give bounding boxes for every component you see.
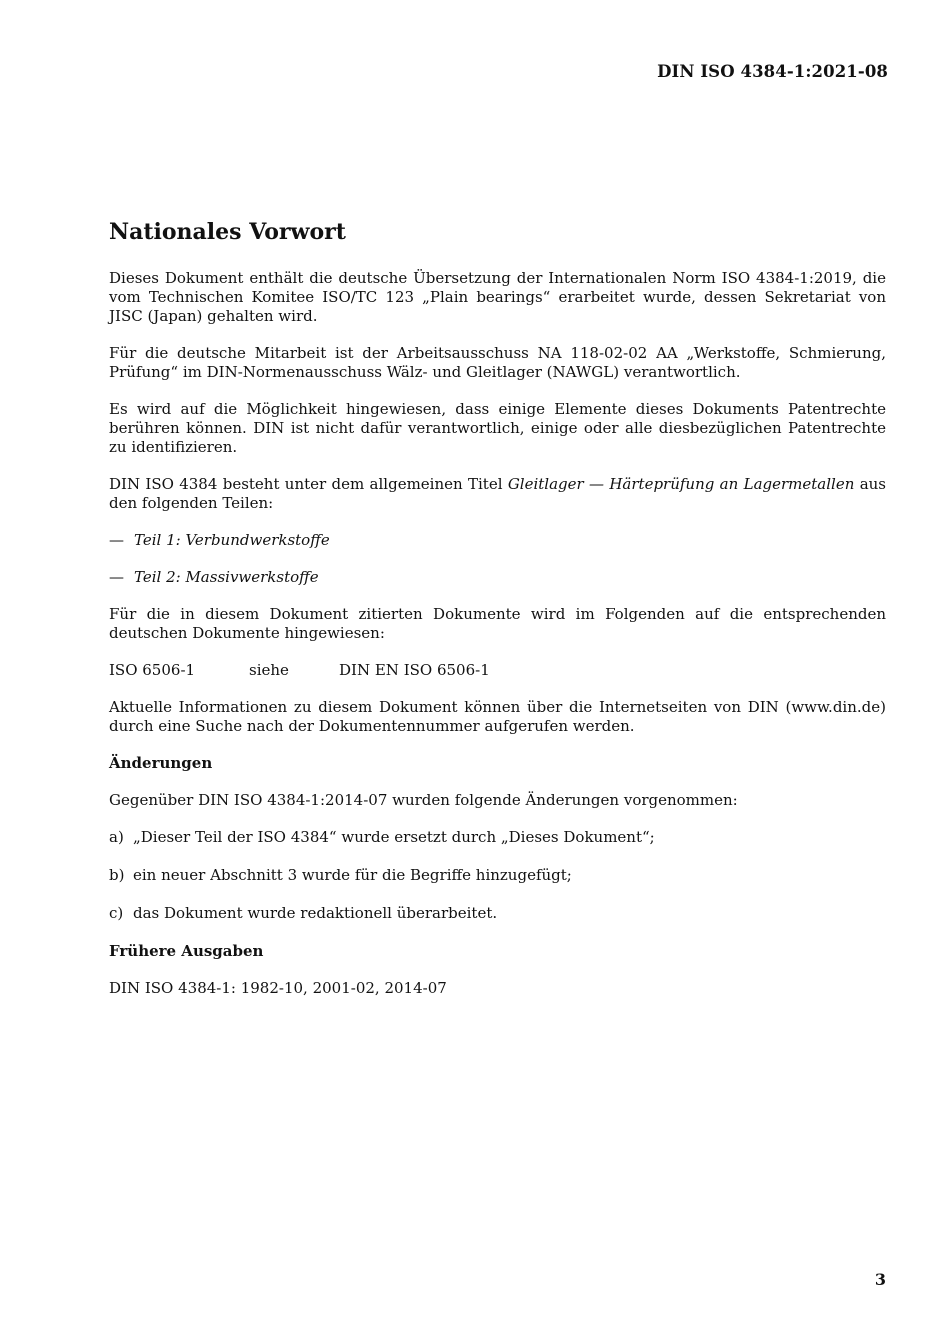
change-item-c [109,904,886,923]
part-label: Teil 1: Verbundwerkstoffe [134,531,330,549]
earlier-editions-heading: Frühere Ausgaben [109,942,264,960]
series-title-italic: Gleitlager — Härteprüfung an Lagermetallen [507,475,855,493]
reference-din: DIN EN ISO 6506-1 [339,661,490,679]
series-text-before: DIN ISO 4384 besteht unter dem allgemeinen Titel [109,475,508,493]
page-number: 3 [874,1270,886,1289]
list-marker: a) [109,828,124,846]
paragraph-committee: Für die deutsche Mitarbeit ist der Arbeitsausschuss NA 118-02-02 AA „Werkstoffe, Schmierung, Prüfung“ im DIN-Normenausschuss Wälz- und Gleitlager (NAWGL) verantwortlich. [109,344,886,381]
dash-marker: — [109,568,124,586]
list-item-part-1 [109,531,886,550]
paragraph-patent-notice: Es wird auf die Möglichkeit hingewiesen, dass einige Elemente dieses Dokuments Patentrechte berühren können. DIN ist nicht dafür verantwortlich, einige oder alle diesbezüglichen Patentrechte zu identifizieren. [109,400,886,456]
change-text: ein neuer Abschnitt 3 wurde für die Begriffe hinzugefügt; [133,866,572,884]
list-marker: c) [109,904,124,922]
paragraph-series-title [109,475,886,513]
reference-row [109,661,886,680]
list-item-part-2 [109,568,886,587]
change-item-b [109,866,886,885]
document-reference: DIN ISO 4384-1:2021-08 [657,62,888,81]
paragraph-translation-note: Dieses Dokument enthält die deutsche Übersetzung der Internationalen Norm ISO 4384-1:2019, die vom Technischen Komitee ISO/TC 123 „Plain bearings“ erarbeitet wurde, dessen Sekretariat von JISC (Japan) gehalten wird. [109,269,886,325]
reference-iso: ISO 6506-1 [109,661,196,679]
content-body [109,217,886,1016]
change-item-a [109,828,886,847]
page-title: Nationales Vorwort [109,219,346,245]
changes-intro: Gegenüber DIN ISO 4384-1:2014-07 wurden folgende Änderungen vorgenommen: [109,791,738,809]
paragraph-current-info: Aktuelle Informationen zu diesem Dokument können über die Internetseiten von DIN (www.din.de) durch eine Suche nach der Dokumentennummer aufgerufen werden. [109,698,886,735]
list-marker: b) [109,866,125,884]
reference-see: siehe [249,661,289,679]
paragraph-cited-documents: Für die in diesem Dokument zitierten Dokumente wird im Folgenden auf die entsprechenden deutschen Dokumente hingewiesen: [109,605,886,642]
dash-marker: — [109,531,124,549]
earlier-editions-text: DIN ISO 4384-1: 1982-10, 2001-02, 2014-07 [109,979,447,997]
change-text: das Dokument wurde redaktionell überarbeitet. [133,904,498,922]
change-text: „Dieser Teil der ISO 4384“ wurde ersetzt durch „Dieses Dokument“; [133,828,655,846]
part-label: Teil 2: Massivwerkstoffe [134,568,319,586]
series-text-after: aus den folgenden Teilen: [109,475,886,512]
changes-heading: Änderungen [109,754,213,772]
